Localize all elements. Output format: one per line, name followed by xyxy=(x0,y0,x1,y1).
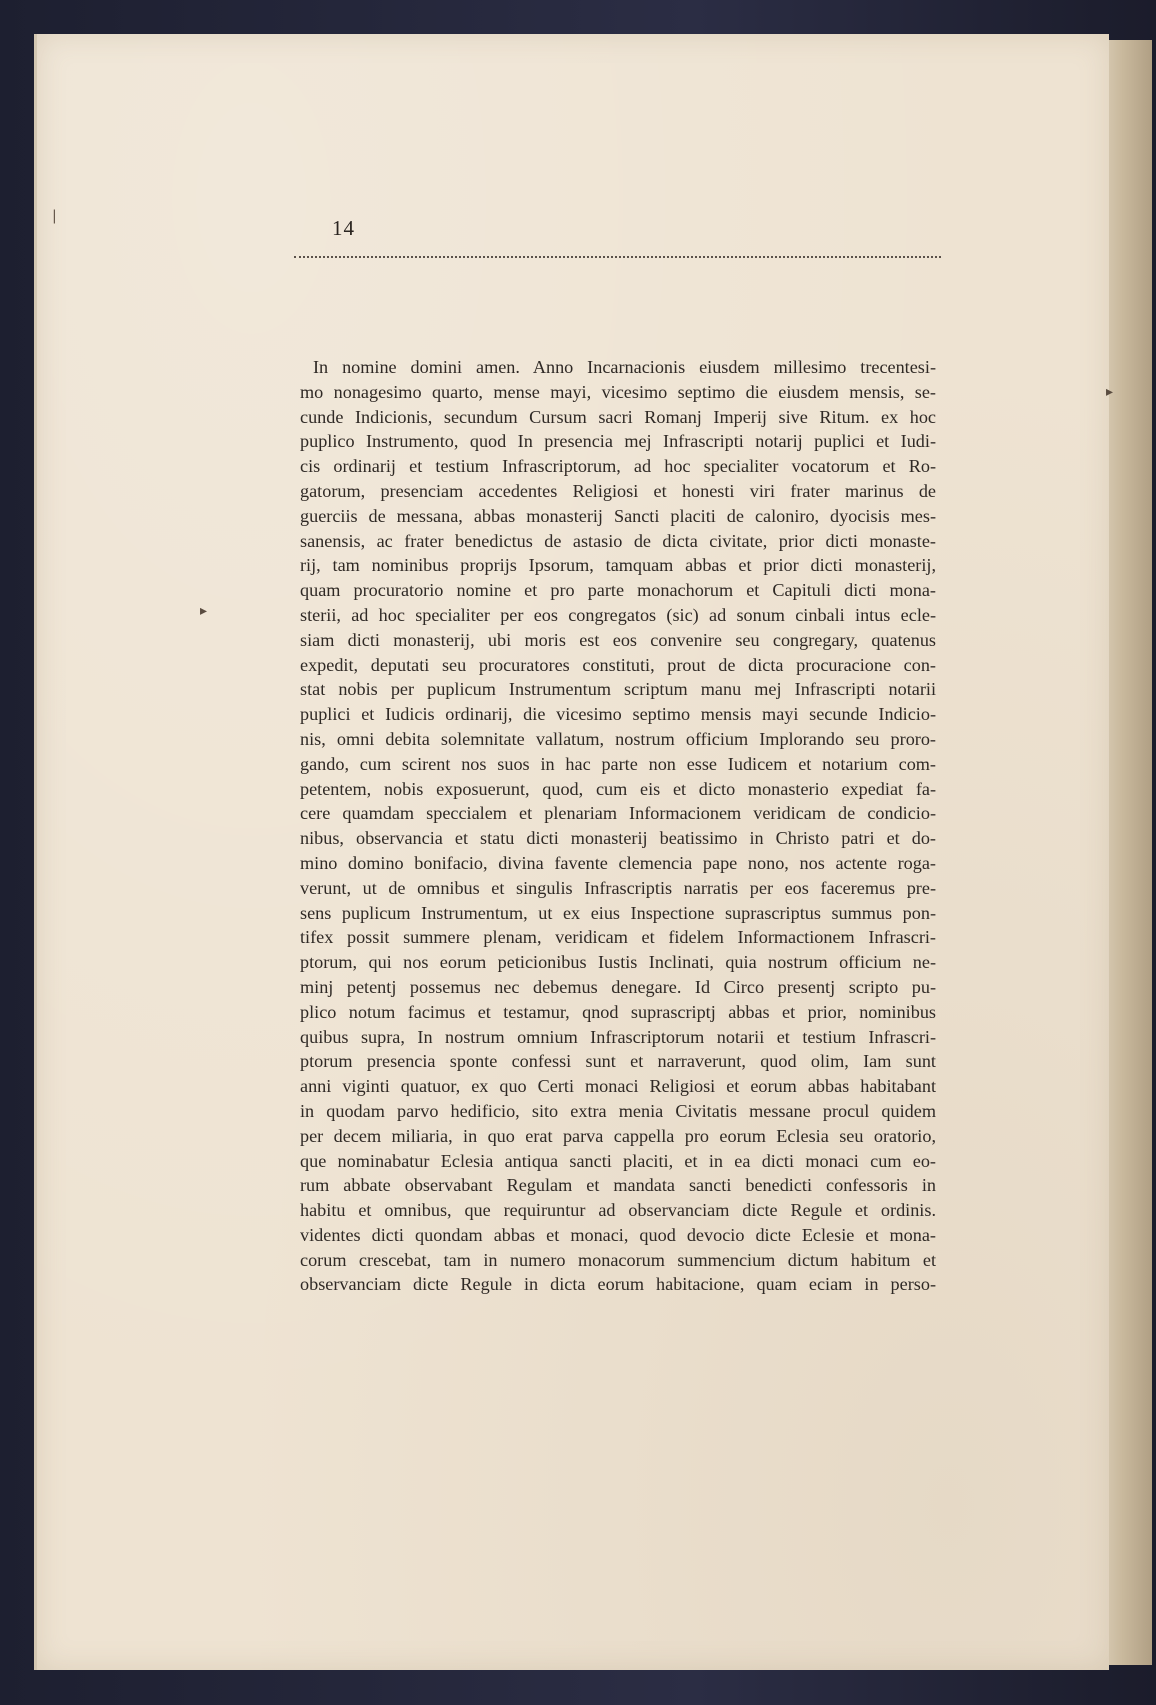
text-line: anni viginti quatuor, ex quo Certi monaci Religiosi et eorum abbas habitabant xyxy=(300,1076,936,1097)
text-line: gatorum, presenciam accedentes Religiosi et honesti viri frater marinus de xyxy=(300,480,936,501)
text-line: petentem, nobis exposuerunt, quod, cum eis et dicto monasterio expediat fa- xyxy=(300,778,936,799)
text-line: ptorum, qui nos eorum peticionibus Iustis Inclinati, quia nostrum officium ne- xyxy=(300,952,936,973)
text-line: nibus, observancia et statu dicti monasterij beatissimo in Christo patri et do- xyxy=(300,828,936,849)
text-line: mo nonagesimo quarto, mense mayi, vicesimo septimo die eiusdem mensis, se- xyxy=(300,381,936,402)
text-line: ptorum presencia sponte confessi sunt et narraverunt, quod olim, Iam sunt xyxy=(300,1051,936,1072)
text-line: sens puplicum Instrumentum, ut ex eius Inspectione suprascriptus summus pon- xyxy=(300,902,936,923)
text-line: mino domino bonifacio, divina favente clemencia pape nono, nos actente roga- xyxy=(300,852,936,873)
text-line: observanciam dicte Regule in dicta eorum habitacione, quam eciam in perso- xyxy=(300,1274,936,1295)
text-line: per decem miliaria, in quo erat parva cappella pro eorum Eclesia seu oratorio, xyxy=(300,1125,936,1146)
text-line: cere quamdam speccialem et plenariam Informacionem veridicam de condicio- xyxy=(300,803,936,824)
text-line: quam procuratorio nomine et pro parte monachorum et Capituli dicti mona- xyxy=(300,580,936,601)
text-line: stat nobis per puplicum Instrumentum scriptum manu mej Infrascripti notarii xyxy=(300,679,936,700)
text-line: cunde Indicionis, secundum Cursum sacri Romanj Imperij sive Ritum. ex hoc xyxy=(300,406,936,427)
text-line: nis, omni debita solemnitate vallatum, nostrum officium Implorando seu proro- xyxy=(300,728,936,749)
text-line: sanensis, ac frater benedictus de astasio de dicta civitate, prior dicti monaste- xyxy=(300,530,936,551)
body-text xyxy=(300,355,936,1297)
text-line: plico notum facimus et testamur, qnod suprascriptj abbas et prior, nominibus xyxy=(300,1001,936,1022)
text-line: rij, tam nominibus proprijs Ipsorum, tamquam abbas et prior dicti monasterij, xyxy=(300,555,936,576)
text-line: videntes dicti quondam abbas et monaci, quod devocio dicte Eclesie et mona- xyxy=(300,1224,936,1245)
text-line: cis ordinarij et testium Infrascriptorum, ad hoc specialiter vocatorum et Ro- xyxy=(300,456,936,477)
text-line: In nomine domini amen. Anno Incarnacionis eiusdem millesimo trecentesi- xyxy=(313,357,936,377)
margin-mark-dot: ▸ xyxy=(200,603,208,619)
text-line: tifex possit summere plenam, veridicam et fidelem Informactionem Infrascri- xyxy=(300,927,936,948)
margin-mark-right: ▸ xyxy=(1106,384,1114,400)
margin-mark-left: | xyxy=(52,208,57,224)
header-rule xyxy=(294,256,941,258)
text-line: gando, cum scirent nos suos in hac parte non esse Iudicem et notarium com- xyxy=(300,753,936,774)
text-line: in quodam parvo hedificio, sito extra menia Civitatis messane procul quidem xyxy=(300,1100,936,1121)
text-line: corum crescebat, tam in numero monacorum summencium dictum habitum et xyxy=(300,1249,936,1270)
text-line: habitu et omnibus, que requiruntur ad observanciam dicte Regule et ordinis. xyxy=(300,1200,936,1221)
text-line: puplico Instrumento, quod In presencia mej Infrascripti notarij puplici et Iudi- xyxy=(300,431,936,452)
text-line: expedit, deputati seu procuratores constituti, prout de dicta procuracione con- xyxy=(300,654,936,675)
text-line: que nominabatur Eclesia antiqua sancti placiti, et in ea dicti monaci cum eo- xyxy=(300,1150,936,1171)
text-line: verunt, ut de omnibus et singulis Infrascriptis narratis per eos faceremus pre- xyxy=(300,877,936,898)
text-line: minj petentj possemus nec debemus denegare. Id Circo presentj scripto pu- xyxy=(300,976,936,997)
text-line: puplici et Iudicis ordinarij, die vicesimo septimo mensis mayi secunde Indicio- xyxy=(300,704,936,725)
text-line: guerciis de messana, abbas monasterij Sancti placiti de caloniro, dyocisis mes- xyxy=(300,505,936,526)
text-line: sterii, ad hoc specialiter per eos congregatos (sic) ad sonum cinbali intus ecle- xyxy=(300,604,936,625)
text-line: rum abbate observabant Regulam et mandata sancti benedicti confessoris in xyxy=(300,1175,936,1196)
text-line: siam dicti monasterij, ubi moris est eos convenire seu congregary, quatenus xyxy=(300,629,936,650)
page-number: 14 xyxy=(332,216,355,240)
text-line: quibus supra, In nostrum omnium Infrascriptorum notarii et testium Infrascri- xyxy=(300,1026,936,1047)
